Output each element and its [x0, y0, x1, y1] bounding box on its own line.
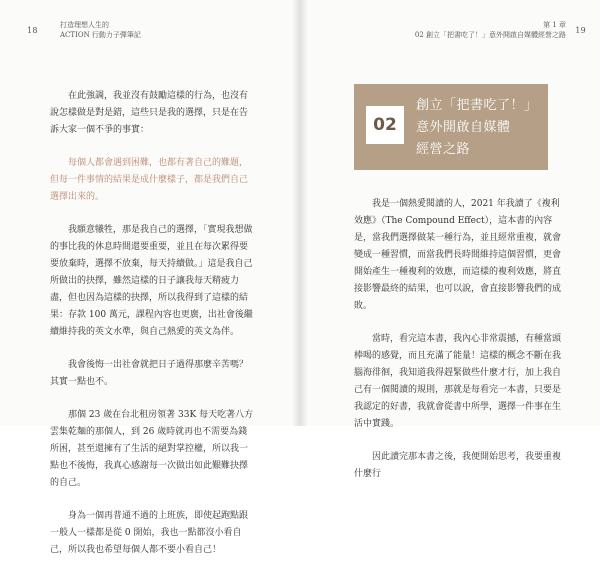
left-page: [0, 0, 300, 555]
chapter-heading-box: [354, 84, 548, 170]
running-head-line: 02 創立「把書吃了！」意外開啟自媒體經營之路: [414, 31, 566, 39]
left-body-text: [50, 88, 254, 575]
running-head-line: 打造理想人生的: [60, 21, 109, 29]
body-paragraph: 當時，看完這本書，我內心非常震撼，有種當頭棒喝的感覺，而且充滿了能量！這樣的概念不斷在我腦海徘徊，我知道我得趕緊做些什麼才行，加上我自己有一個閱讀的規則，那就是每看完一本書，只要是我認定的好書，我就會從書中所學，選擇一件事在生活中實踐。: [354, 334, 562, 429]
chapter-title-line: 經營之路: [416, 142, 471, 157]
chapter-number: 02: [366, 106, 404, 144]
highlighted-paragraph: 每個人都會遇到困難，也都有著自己的難題，但每一件事情的結果是成什麼樣子，都是我們自己選擇出來的。: [50, 158, 249, 202]
right-page: [300, 0, 600, 479]
right-body-text: [354, 196, 564, 499]
running-head-line: ACTION 行動力子彈筆記: [60, 31, 141, 39]
chapter-title-line: 意外開啟自媒體: [416, 120, 511, 135]
right-running-head: [415, 20, 566, 40]
body-paragraph: 因此讀完那本書之後，我便開始思考，我要重複什麼行: [354, 452, 562, 479]
body-paragraph: 在此強調，我並沒有鼓勵這樣的行為，也沒有說怎樣做是對是錯，這些只是我的選擇，只是在告訴大家一個不爭的事實：: [50, 91, 249, 135]
chapter-title: [416, 95, 544, 161]
body-paragraph: 我是一個熱愛閱讀的人，2021 年我讀了《複利效應》（The Compound Effect），這本書的內容是，當我們選擇做某一種行為，並且經常重複，就會變成一種習慣，而當我們長時間維持這個習慣，更會開始產生一種複利的效應，而這樣的複利效應，將直接影響最終的結果，也可以說，會直接影響我們的成敗。: [354, 199, 562, 311]
chapter-title-line: 創立「把書吃了！」: [416, 98, 538, 113]
body-paragraph: 那個 23 歲在台北租房領著 33K 每天吃著八方雲集乾麵的那個人，到 26 歲時就再也不需要為錢所困，甚至還擁有了生活的絕對掌控權，所以我一點也不後悔，我真心感謝每一次做出如此艱難抉擇的自己。: [50, 410, 254, 488]
book-gutter-shadow: [292, 0, 308, 426]
left-page-number: 18: [27, 26, 38, 35]
body-paragraph: 我會後悔一出社會就把日子過得那麼辛苦嗎？其實一點也不。: [50, 360, 249, 387]
body-paragraph: 身為一個再普通不過的上班族，即使起跑點跟一般人一樣都是從 0 開始，我也一點都沒小看自己，所以我也希望每個人都不要小看自己！: [50, 511, 249, 555]
right-page-number: 19: [575, 26, 586, 35]
left-running-head: [60, 20, 141, 40]
body-paragraph: 我願意犧牲，那是我自己的選擇，「實現我想做的事比我的休息時間還要重要，並且在每次累得要要放棄時，選擇不放棄，每天持續做。」這是我自己所做出的抉擇，雖然這樣的日子讓我每天精疲力盡，但也因為這樣的抉擇，所以我得到了這樣的結果：存款 100 萬元，課程內容也更廣，出社會後繼續維持我的英文水準，與自己熱愛的英文為伴。: [50, 225, 253, 337]
running-head-line: 第 1 章: [543, 21, 566, 29]
